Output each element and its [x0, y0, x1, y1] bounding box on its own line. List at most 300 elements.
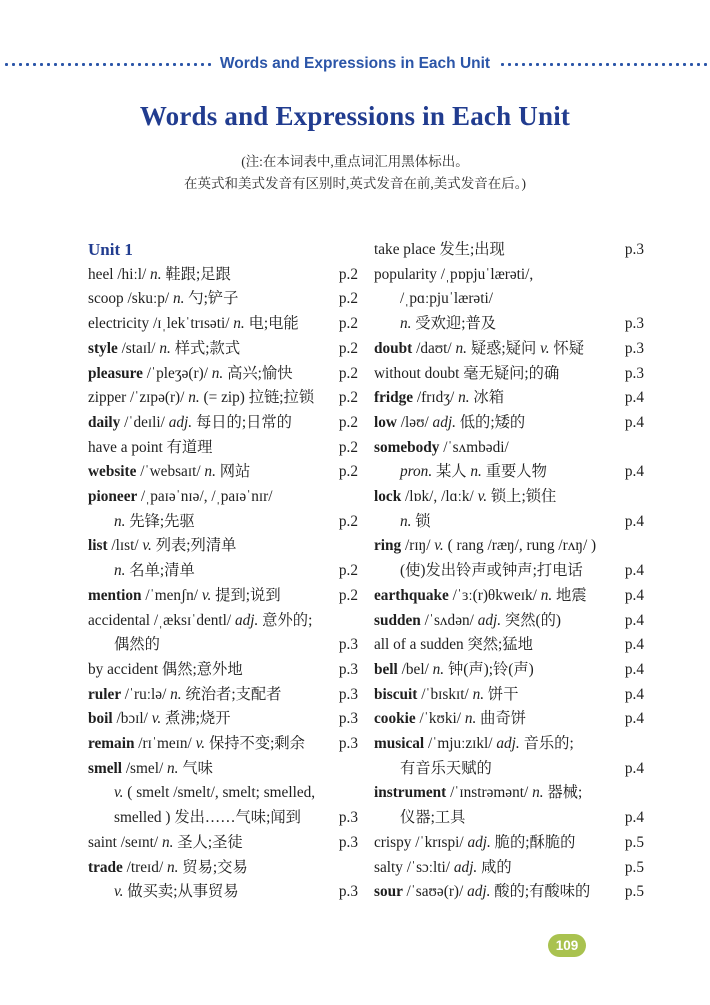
part-of-speech: n.	[188, 389, 200, 407]
part-of-speech: n.	[204, 463, 216, 481]
entry-text	[374, 460, 547, 485]
page-ref: p.3	[338, 660, 358, 678]
vocab-line	[88, 781, 358, 806]
vocab-entry	[88, 732, 358, 757]
entry-text-part: 音乐的;	[519, 735, 574, 753]
vocab-entry	[374, 609, 644, 634]
entry-text-part: 低的;矮的	[455, 413, 526, 431]
headword: remain	[88, 735, 139, 753]
entry-text	[374, 806, 465, 831]
part-of-speech: adj.	[477, 611, 502, 629]
entry-text-part: 有音乐天赋的	[400, 759, 492, 777]
vocab-entry	[88, 707, 358, 732]
vocab-line	[88, 337, 358, 362]
entry-text-part: /seɪnt/	[120, 833, 162, 851]
entry-text-part: 脆的;酥脆的	[490, 833, 576, 851]
entry-text	[374, 411, 525, 436]
entry-text-part: 电;电能	[244, 315, 299, 333]
headword: fridge	[374, 389, 417, 407]
page-ref: p.4	[624, 512, 644, 530]
vocab-line	[88, 312, 358, 337]
page-ref: p.4	[624, 759, 644, 777]
vocab-line	[88, 287, 358, 312]
page-ref: p.3	[624, 339, 644, 357]
page-ref: p.4	[624, 562, 644, 580]
entry-text	[374, 534, 596, 559]
entry-text	[374, 757, 492, 782]
headword: earthquake	[374, 586, 453, 604]
vocab-entry	[374, 411, 644, 436]
page-ref: p.3	[338, 833, 358, 851]
entry-text-part: 样式;款式	[170, 339, 241, 357]
entry-text-part: 网站	[215, 463, 251, 481]
vocab-line	[88, 534, 358, 559]
entry-text	[374, 658, 534, 683]
entry-text-part: 某人	[432, 463, 471, 481]
page-ref: p.4	[624, 809, 644, 827]
vocab-entry	[88, 584, 358, 609]
entry-text	[88, 658, 243, 683]
page-ref: p.2	[338, 463, 358, 481]
part-of-speech: adj.	[467, 883, 491, 901]
vocab-line	[374, 460, 644, 485]
entry-text	[374, 238, 505, 263]
vocab-line	[374, 510, 644, 535]
entry-text	[374, 584, 587, 609]
entry-text	[374, 856, 512, 881]
vocab-entry	[374, 683, 644, 708]
vocab-line	[88, 658, 358, 683]
entry-text-part: 重要人物	[481, 463, 547, 481]
vocab-entry	[374, 534, 644, 583]
entry-text-part: 曲奇饼	[476, 710, 527, 728]
entry-text	[374, 732, 574, 757]
entry-text-part: ( smelt /smelt/, smelt; smelled,	[123, 784, 316, 802]
entry-text	[88, 485, 273, 510]
entry-text-part: have a point 有道理	[88, 438, 213, 456]
vocab-entry	[374, 732, 644, 781]
page-ref: p.2	[338, 389, 358, 407]
part-of-speech: n.	[114, 562, 126, 580]
entry-text	[374, 609, 561, 634]
entry-text-part: 列表;列清单	[151, 537, 237, 555]
entry-text	[374, 831, 575, 856]
entry-text	[88, 386, 314, 411]
entry-text	[88, 263, 231, 288]
entry-text-part: all of a sudden 突然;猛地	[374, 636, 533, 654]
vocabulary-columns	[88, 238, 644, 905]
page-ref: p.5	[624, 883, 644, 901]
vocab-entry	[88, 312, 358, 337]
entry-text-part: /ˈsʌdən/	[424, 611, 478, 629]
vocab-line	[374, 411, 644, 436]
vocab-line	[88, 732, 358, 757]
entry-text-part: by accident 偶然;意外地	[88, 660, 243, 678]
vocab-line	[88, 386, 358, 411]
headword: sour	[374, 883, 407, 901]
entry-text-part: 器械;	[543, 784, 583, 802]
part-of-speech: v.	[142, 537, 152, 555]
page-ref: p.3	[624, 364, 644, 382]
vocab-line	[88, 362, 358, 387]
headword: daily	[88, 413, 125, 431]
page-title: Words and Expressions in Each Unit	[139, 101, 571, 131]
vocab-line	[88, 510, 358, 535]
vocab-entry	[374, 362, 644, 387]
vocab-entry	[374, 658, 644, 683]
part-of-speech: n.	[167, 858, 179, 876]
entry-text	[88, 707, 231, 732]
entry-text-part: /ləʊ/	[400, 413, 433, 431]
entry-text-part: /ˈmjuːzɪkl/	[427, 735, 497, 753]
part-of-speech: n.	[167, 759, 179, 777]
note-line-2: 在英式和美式发音有区别时,英式发音在前,美式发音在后。)	[184, 175, 526, 191]
vocab-entry	[374, 263, 644, 337]
vocab-entry	[88, 386, 358, 411]
vocab-line	[374, 806, 644, 831]
headword: pleasure	[88, 364, 147, 382]
part-of-speech: n.	[161, 833, 174, 851]
entry-text-part: /ˈzɪpə(r)/	[130, 389, 189, 407]
vocab-line	[374, 559, 644, 584]
page-ref: p.2	[338, 364, 358, 382]
entry-text	[374, 510, 431, 535]
vocab-line	[374, 386, 644, 411]
entry-text-part: 锁上;锁住	[487, 488, 557, 506]
page-ref: p.2	[338, 265, 358, 283]
headword: lock	[374, 488, 406, 506]
vocab-line	[374, 757, 644, 782]
entry-text-part: /treɪd/	[126, 858, 168, 876]
page-ref: p.3	[338, 685, 358, 703]
headword: instrument	[374, 784, 451, 802]
part-of-speech: n.	[150, 265, 162, 283]
entry-text-part: 先锋;先驱	[125, 512, 195, 530]
entry-text	[88, 831, 243, 856]
part-of-speech: v.	[114, 784, 124, 802]
page-ref: p.3	[338, 710, 358, 728]
entry-text	[374, 707, 526, 732]
entry-text-part: 怀疑	[549, 339, 584, 357]
page-number-badge: 109	[548, 934, 586, 957]
entry-text-part: /skuːp/	[127, 290, 173, 308]
vocab-entry	[88, 287, 358, 312]
vocab-line	[374, 485, 644, 510]
entry-text	[88, 757, 213, 782]
entry-text-part: /daʊt/	[416, 339, 456, 357]
entry-text	[374, 485, 556, 510]
vocab-line	[88, 411, 358, 436]
entry-text-part: 突然(的)	[501, 611, 561, 629]
entry-text	[88, 362, 293, 387]
note-line-1: (注:在本词表中,重点词汇用黑体标出。	[241, 154, 469, 169]
headword: pioneer	[88, 488, 141, 506]
vocab-line	[374, 781, 644, 806]
entry-text	[374, 683, 519, 708]
entry-text-part: scoop	[88, 290, 128, 308]
part-of-speech: n.	[540, 586, 553, 604]
entry-text	[88, 806, 301, 831]
entry-text	[88, 584, 281, 609]
vocab-entry	[374, 337, 644, 362]
entry-text-part: accidental	[88, 611, 154, 629]
entry-text-part: zipper	[88, 389, 131, 407]
page-ref: p.4	[624, 685, 644, 703]
vocab-line	[88, 609, 358, 634]
entry-text-part: /ˈkrɪspi/	[415, 833, 468, 851]
page-ref: p.2	[338, 586, 358, 604]
entry-text	[88, 436, 212, 461]
entry-text-part: /ˈbɪskɪt/	[421, 685, 473, 703]
entry-text-part: 疑惑;疑问	[467, 339, 541, 357]
entry-text	[88, 609, 312, 634]
vocab-entry	[88, 658, 358, 683]
headword: bell	[374, 660, 402, 678]
vocab-entry	[374, 386, 644, 411]
vocab-line	[88, 806, 358, 831]
page-ref: p.4	[624, 710, 644, 728]
part-of-speech: adj.	[432, 413, 456, 431]
entry-text-part: /ɪˌlekˈtrɪsəti/	[152, 315, 234, 333]
entry-text-part: /hiːl/	[117, 265, 151, 283]
entry-text	[88, 312, 299, 337]
entry-text	[88, 559, 195, 584]
entry-text-part: /ˌpaɪəˈnɪə/, /ˌpaɪəˈnɪr/	[140, 488, 273, 506]
vocab-entry	[374, 485, 644, 534]
entry-text-part: electricity	[88, 315, 153, 333]
entry-text-part: 圣人;圣徒	[173, 833, 243, 851]
entry-text-part: 仪器;工具	[400, 809, 466, 827]
entry-text-part: /ˈwebsaɪt/	[140, 463, 205, 481]
entry-text	[374, 436, 509, 461]
vocab-column-right	[374, 238, 644, 905]
page-ref: p.2	[338, 339, 358, 357]
vocab-entry	[88, 337, 358, 362]
vocab-line	[88, 757, 358, 782]
part-of-speech: v.	[151, 710, 162, 728]
entry-text	[374, 633, 533, 658]
vocab-entry	[374, 781, 644, 830]
vocab-entry	[88, 856, 358, 905]
entry-text	[88, 781, 315, 806]
entry-text-part: /ˈpleʒə(r)/	[146, 364, 212, 382]
vocab-line	[374, 337, 644, 362]
entry-text-part: /rɪŋ/	[405, 537, 435, 555]
vocab-entry	[374, 238, 644, 263]
vocab-line	[374, 609, 644, 634]
entry-text-part: 做买卖;从事贸易	[123, 883, 239, 901]
vocab-entry	[88, 362, 358, 387]
part-of-speech: n.	[464, 710, 477, 728]
vocab-line	[88, 880, 358, 905]
vocab-entry	[88, 683, 358, 708]
page-ref: p.3	[338, 883, 358, 901]
vocab-line	[88, 436, 358, 461]
page-ref: p.5	[624, 858, 644, 876]
entry-text	[88, 287, 238, 312]
part-of-speech: v.	[201, 586, 212, 604]
part-of-speech: adj.	[467, 833, 491, 851]
headword: style	[88, 339, 122, 357]
entry-text-part: crispy	[374, 833, 416, 851]
page-ref: p.4	[624, 636, 644, 654]
vocab-line	[374, 856, 644, 881]
entry-text	[374, 263, 533, 288]
headword: cookie	[374, 710, 420, 728]
part-of-speech: pron.	[400, 463, 433, 481]
vocab-line	[374, 287, 644, 312]
vocab-entry	[88, 534, 358, 583]
vocab-entry	[88, 411, 358, 436]
entry-text-part: salty	[374, 858, 407, 876]
vocab-line	[88, 485, 358, 510]
page-ref: p.4	[624, 586, 644, 604]
page-ref: p.2	[338, 315, 358, 333]
page-ref: p.2	[338, 512, 358, 530]
part-of-speech: v.	[434, 537, 444, 555]
entry-text-part: /ˈsɔːlti/	[406, 858, 454, 876]
vocab-line	[88, 707, 358, 732]
vocab-entry	[88, 263, 358, 288]
entry-text	[88, 337, 240, 362]
vocab-line	[374, 633, 644, 658]
part-of-speech: v.	[477, 488, 488, 506]
vocab-line	[374, 683, 644, 708]
part-of-speech: n.	[455, 339, 467, 357]
entry-text-part: /ˈsaʊə(r)/	[406, 883, 468, 901]
entry-text-part: 统治者;支配者	[181, 685, 282, 703]
vocab-entry	[88, 485, 358, 534]
headword: biscuit	[374, 685, 422, 703]
part-of-speech: n.	[472, 685, 485, 703]
note	[0, 151, 710, 194]
entry-text-part: 意外的;	[258, 611, 313, 629]
page-ref: p.5	[624, 833, 644, 851]
page-ref: p.3	[338, 809, 358, 827]
entry-text	[88, 880, 239, 905]
vocab-entry	[374, 584, 644, 609]
part-of-speech: n.	[233, 315, 245, 333]
dotted-rule-right	[499, 62, 707, 67]
entry-text-part: 每日的;日常的	[192, 413, 292, 431]
entry-text	[88, 683, 281, 708]
vocab-column-left	[88, 238, 358, 905]
part-of-speech: n.	[470, 463, 482, 481]
entry-text-part: 咸的	[477, 858, 512, 876]
headword: trade	[88, 858, 127, 876]
headword: ring	[374, 537, 406, 555]
entry-text	[374, 386, 504, 411]
entry-text-part: /ˈruːlə/	[124, 685, 171, 703]
page-ref: p.4	[624, 413, 644, 431]
vocab-line	[374, 534, 644, 559]
entry-text-part: (= zip) 拉链;拉锁	[199, 389, 315, 407]
entry-text-part: /ˈdeɪli/	[124, 413, 169, 431]
vocab-entry	[88, 757, 358, 831]
entry-text-part: 提到;说到	[211, 586, 281, 604]
vocab-line	[88, 856, 358, 881]
part-of-speech: n.	[159, 339, 171, 357]
unit-heading: Unit 1	[88, 240, 133, 259]
entry-text	[88, 411, 292, 436]
entry-text	[374, 880, 590, 905]
part-of-speech: n.	[211, 364, 224, 382]
page-ref: p.4	[624, 660, 644, 678]
entry-text-part: 受欢迎;普及	[411, 315, 497, 333]
vocab-entry	[88, 436, 358, 461]
headword: smell	[88, 759, 126, 777]
entry-text-part: ( rang /ræŋ/, rung /rʌŋ/ )	[443, 537, 597, 555]
page-ref: p.4	[624, 611, 644, 629]
headword: mention	[88, 586, 146, 604]
vocab-line	[88, 263, 358, 288]
vocab-entry	[88, 831, 358, 856]
entry-text-part: 高兴;愉快	[223, 364, 293, 382]
entry-text	[88, 856, 248, 881]
entry-text	[88, 460, 250, 485]
entry-text-part: /lɪst/	[111, 537, 143, 555]
entry-text-part: 冰箱	[469, 389, 505, 407]
page-ref: p.2	[338, 413, 358, 431]
vocab-entry	[374, 707, 644, 732]
entry-text-part: (使)发出铃声或钟声;打电话	[400, 562, 583, 580]
part-of-speech: v.	[114, 883, 124, 901]
entry-text-part: /rɪˈmeɪn/	[138, 735, 196, 753]
part-of-speech: n.	[532, 784, 544, 802]
part-of-speech: adj.	[453, 858, 478, 876]
vocab-line	[374, 880, 644, 905]
part-of-speech: v.	[540, 339, 550, 357]
vocab-line	[88, 559, 358, 584]
running-header-label: Words and Expressions in Each Unit	[219, 55, 491, 72]
headword: list	[88, 537, 112, 555]
part-of-speech: adj.	[168, 413, 193, 431]
part-of-speech: n.	[432, 660, 445, 678]
vocab-line	[374, 831, 644, 856]
part-of-speech: adj.	[234, 611, 259, 629]
entry-text-part: /ˈmenʃn/	[145, 586, 202, 604]
entry-text-part: /ˌæksɪˈdentl/	[153, 611, 235, 629]
part-of-speech: n.	[114, 512, 126, 530]
entry-text	[374, 362, 559, 387]
entry-text-part: 煮沸;烧开	[161, 710, 231, 728]
vocab-entry	[374, 880, 644, 905]
entry-text-part: take place 发生;出现	[374, 241, 505, 258]
entry-text-part: heel	[88, 265, 118, 283]
entry-text-part: /ˈsʌmbədi/	[443, 438, 509, 456]
entry-text	[374, 337, 584, 362]
part-of-speech: n.	[173, 290, 185, 308]
vocab-line	[374, 584, 644, 609]
entry-text-part: 气味	[178, 759, 213, 777]
entry-text-part: 勺;铲子	[184, 290, 239, 308]
vocab-entry	[374, 831, 644, 856]
entry-text-part: 地震	[552, 586, 587, 604]
headword: doubt	[374, 339, 417, 357]
page-ref: p.3	[338, 636, 358, 654]
entry-text-part: 锁	[411, 512, 431, 530]
entry-text-part: 保持不变;剩余	[205, 735, 305, 753]
entry-text	[374, 287, 493, 312]
vocab-line	[88, 460, 358, 485]
page-ref: p.3	[338, 735, 358, 753]
vocab-line	[374, 238, 644, 263]
headword: sudden	[374, 611, 425, 629]
page-ref: p.2	[338, 290, 358, 308]
entry-text-part: 贸易;交易	[178, 858, 248, 876]
entry-text	[374, 559, 583, 584]
part-of-speech: v.	[195, 735, 206, 753]
